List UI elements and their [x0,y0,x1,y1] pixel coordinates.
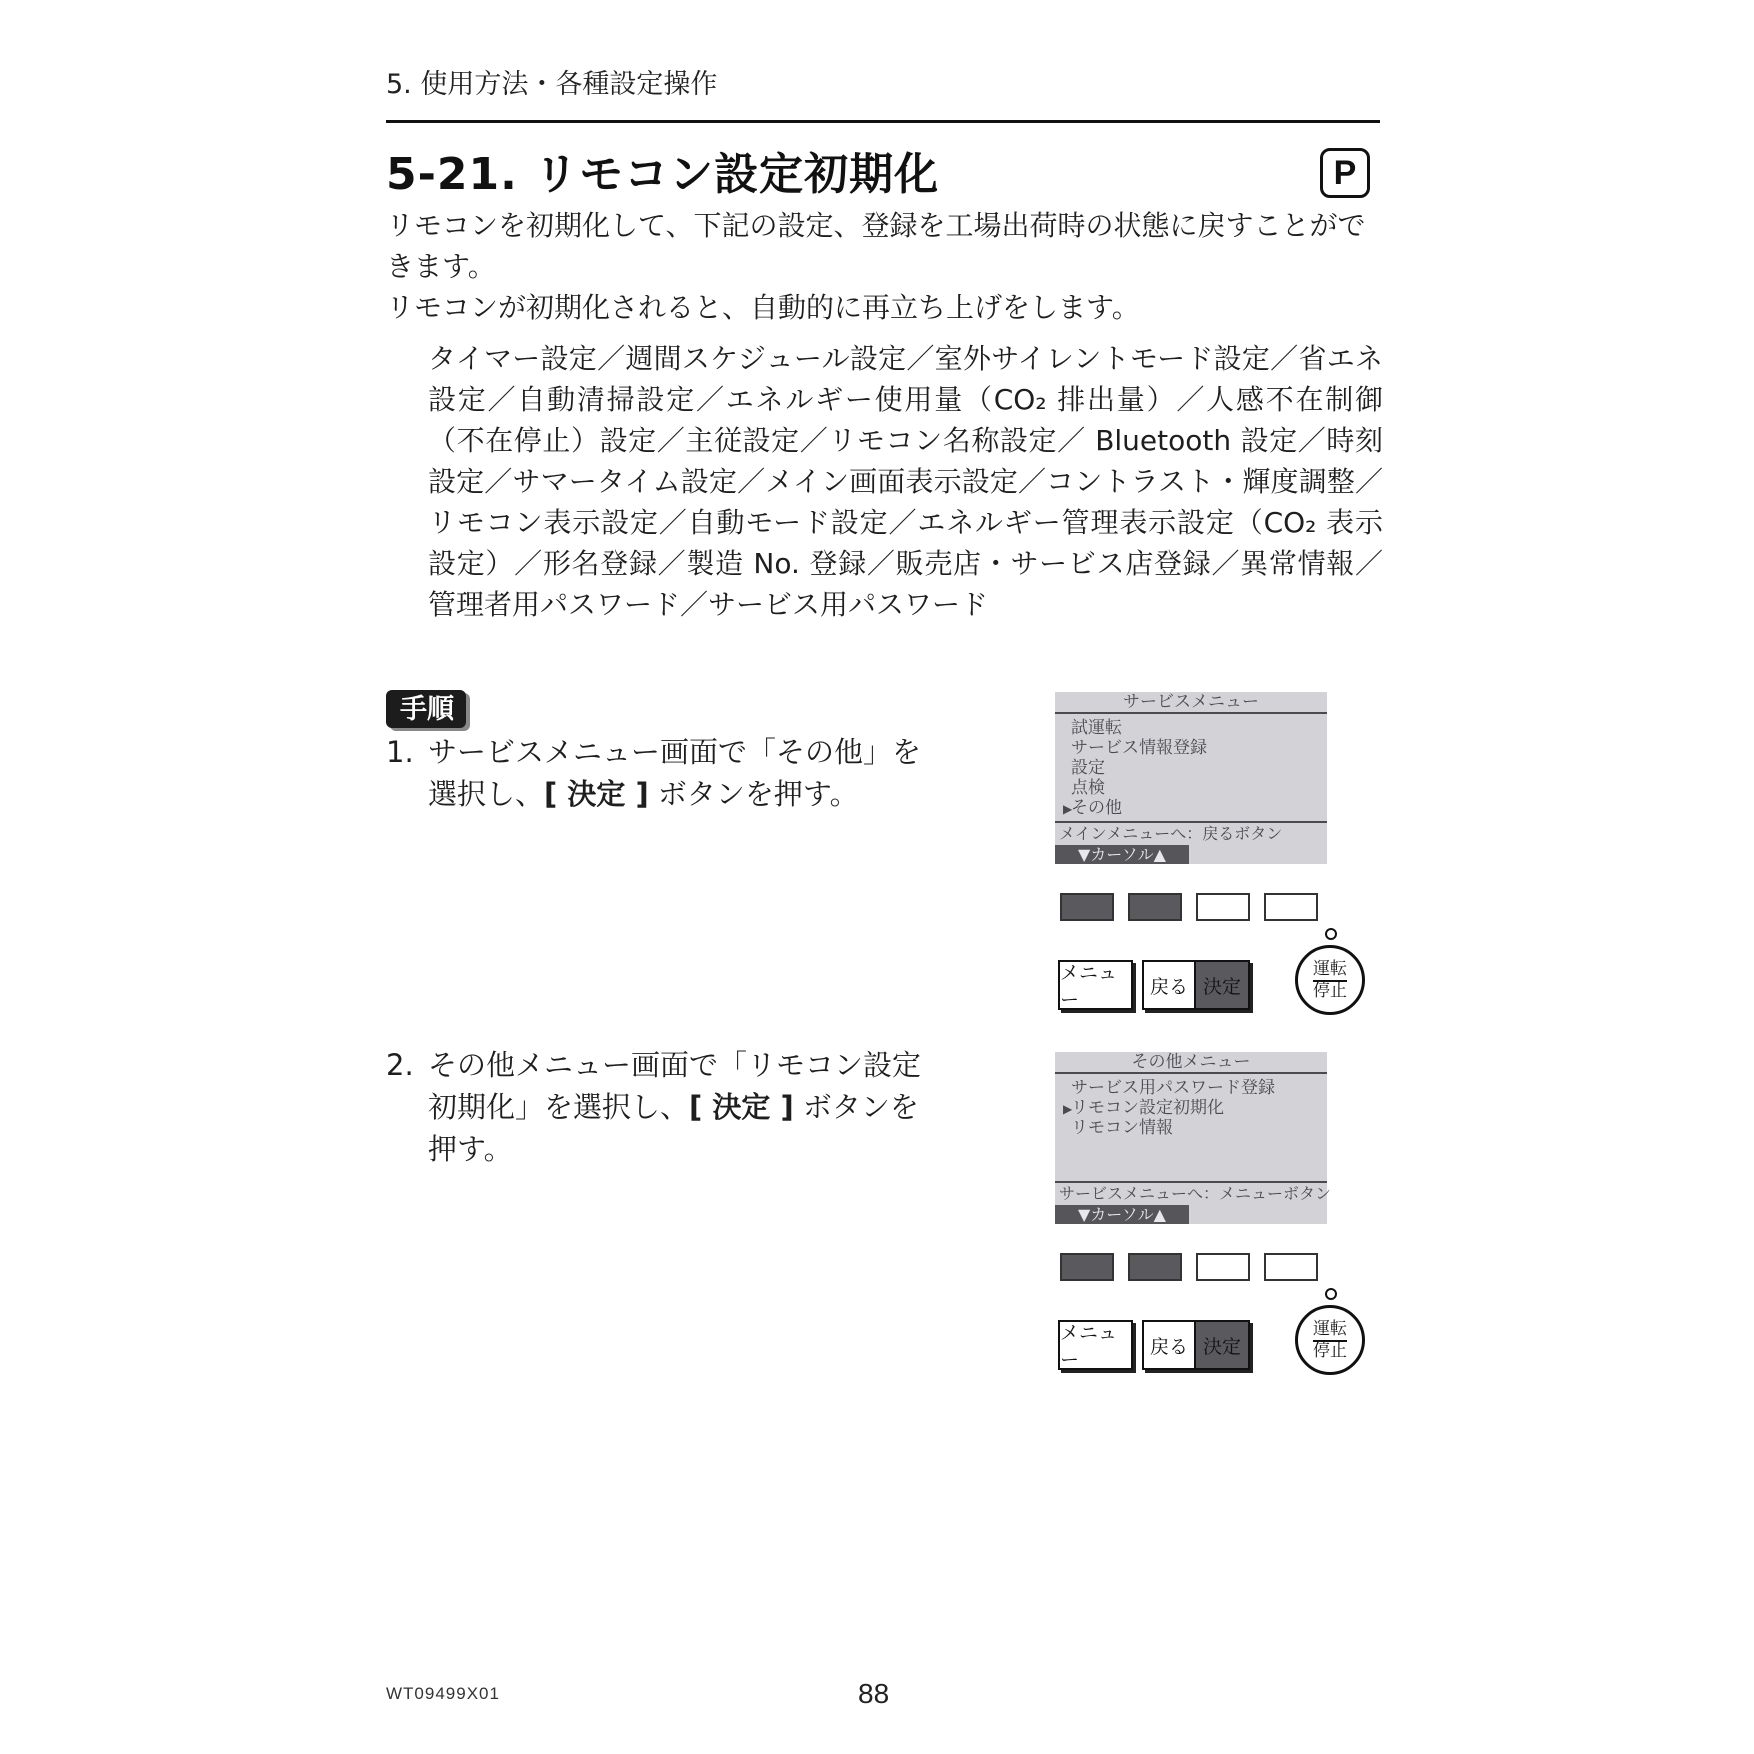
lcd-title: サービスメニュー [1055,692,1327,714]
intro-text [386,205,1386,328]
header-divider [386,120,1380,123]
lcd-screen-service-menu [1055,692,1327,864]
lcd-divider [1055,1181,1327,1183]
lcd-menu-item[interactable]: 試運転 [1071,718,1122,738]
step-text: ボタンを押す。 [428,1090,919,1166]
lcd-menu-item[interactable]: リモコン情報 [1071,1118,1173,1138]
back-button[interactable]: 戻る [1142,960,1196,1010]
procedure-badge: 手順 [386,690,466,728]
back-button[interactable]: 戻る [1142,1320,1196,1370]
selection-arrow-icon: ▶ [1063,1102,1073,1116]
power-button-label-bottom: 停止 [1313,980,1347,1001]
function-key-f3[interactable] [1196,893,1250,921]
menu-button[interactable]: メニュー [1058,960,1133,1010]
lcd-menu-item-selected[interactable]: ▶リモコン設定初期化 [1063,1098,1224,1118]
document-code: WT09499X01 [386,1684,500,1703]
step-number: 2. [386,1048,414,1082]
lcd-footer: サービスメニューへ：メニューボタン [1059,1184,1332,1203]
p-badge-icon: P [1320,148,1370,198]
step-text: その他メニュー画面で「リモコン設定初期化」を選択し、 [428,1048,922,1124]
lcd-menu-item[interactable]: サービス情報登録 [1071,738,1207,758]
step-number: 1. [386,735,414,769]
power-led-icon [1325,928,1337,940]
enter-button[interactable]: 決定 [1194,1320,1250,1370]
step-1 [386,731,926,815]
function-key-f1[interactable] [1060,893,1114,921]
power-button-label-top: 運転 [1313,1320,1347,1342]
power-button[interactable] [1295,1305,1365,1375]
step-text: ボタンを押す。 [648,777,859,811]
function-key-f2[interactable] [1128,1253,1182,1281]
lcd-menu-item[interactable]: 点検 [1071,778,1105,798]
section-header: 5. 使用方法・各種設定操作 [386,69,718,100]
selection-arrow-icon: ▶ [1063,802,1073,816]
lcd-footer: メインメニューへ：戻るボタン [1059,824,1283,843]
power-button-label-top: 運転 [1313,960,1347,982]
lcd-cursor-hint: ▼カーソル▲ [1055,845,1189,864]
enter-button[interactable]: 決定 [1194,960,1250,1010]
step-text: サービスメニュー画面で「その他」を選択し、 [428,735,922,811]
lcd-menu-item[interactable]: サービス用パスワード登録 [1071,1078,1275,1098]
function-key-f2[interactable] [1128,893,1182,921]
intro-line-1: リモコンを初期化して、下記の設定、登録を工場出荷時の状態に戻すことができます。 [386,209,1366,283]
lcd-menu-item-selected[interactable]: ▶その他 [1063,798,1122,818]
lcd-title: その他メニュー [1055,1052,1327,1074]
page-number: 88 [858,1678,890,1709]
menu-button[interactable]: メニュー [1058,1320,1133,1370]
step-2 [386,1044,926,1170]
function-key-f4[interactable] [1264,893,1318,921]
power-button-label-bottom: 停止 [1313,1340,1347,1361]
intro-line-2: リモコンが初期化されると、自動的に再立ち上げをします。 [386,291,1140,324]
step-key-label: [ 決定 ] [544,777,649,811]
function-key-f4[interactable] [1264,1253,1318,1281]
lcd-divider [1055,821,1327,823]
settings-list: タイマー設定／週間スケジュール設定／室外サイレントモード設定／省エネ設定／自動清掃設定／エネルギー使用量（CO₂ 排出量）／人感不在制御（不在停止）設定／主従設定／リモコン名称設定／ Bluetooth 設定／時刻設定／サマータイム設定／メイン画面表示設定／コントラスト・輝度調整／リモコン表示設定／自動モード設定／エネルギー管理表示設定（CO₂ 表示設定）／形名登録／製造 No. 登録／販売店・サービス店登録／異常情報／管理者用パスワード／サービス用パスワード [428,342,1383,621]
power-led-icon [1325,1288,1337,1300]
lcd-menu-item[interactable]: 設定 [1071,758,1105,778]
lcd-cursor-hint: ▼カーソル▲ [1055,1205,1189,1224]
lcd-screen-other-menu [1055,1052,1332,1224]
power-button[interactable] [1295,945,1365,1015]
function-key-f1[interactable] [1060,1253,1114,1281]
page-title: 5-21. リモコン設定初期化 [386,149,940,200]
function-key-f3[interactable] [1196,1253,1250,1281]
step-key-label: [ 決定 ] [689,1090,794,1124]
